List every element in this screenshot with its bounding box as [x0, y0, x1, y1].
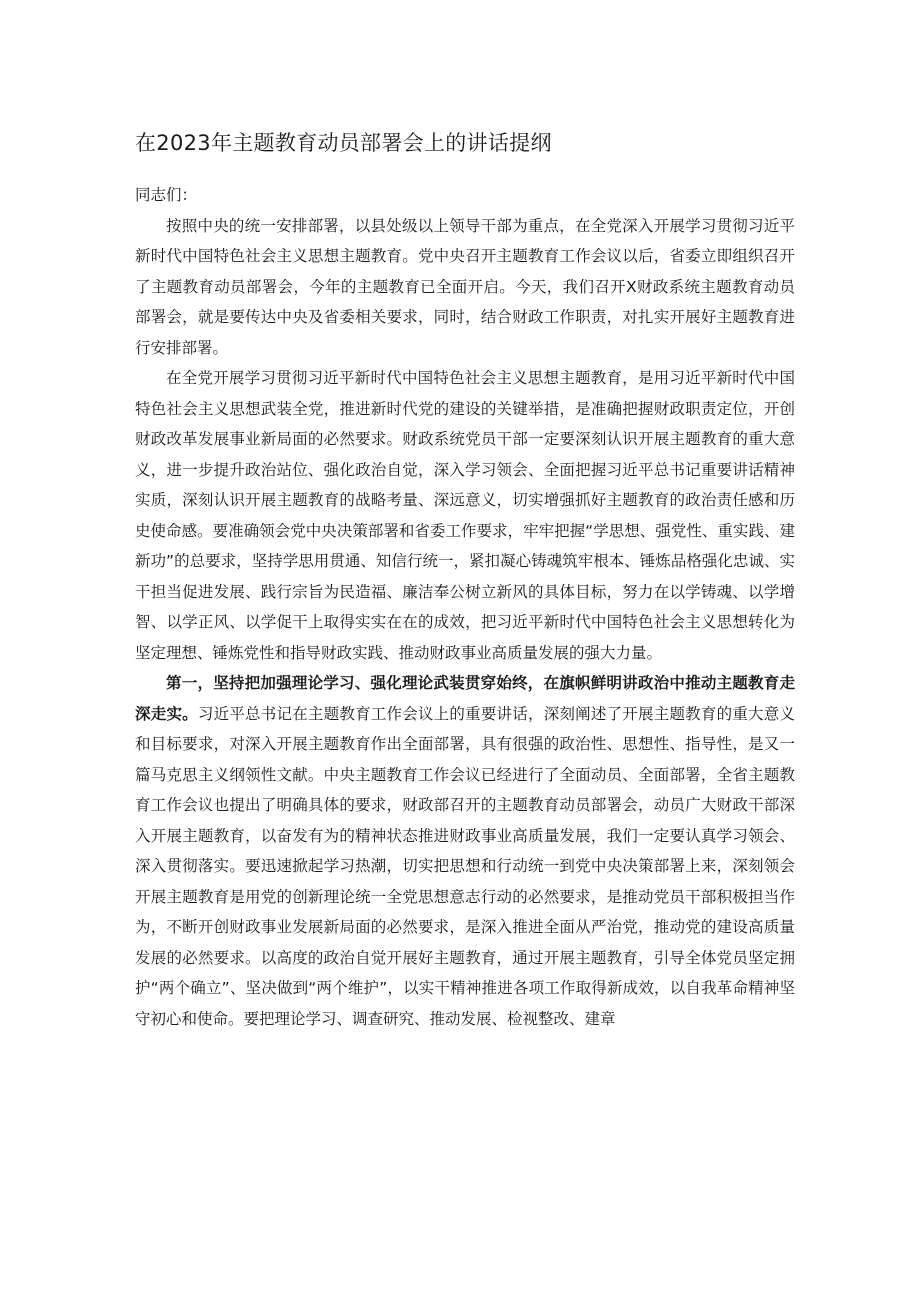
document-page [135, 127, 795, 1034]
paragraph-text: 按照中央的统一安排部署，以县处级以上领导干部为重点，在全党深入开展学习贯彻习近平新时代中国特色社会主义思想主题教育。党中央召开主题教育工作会议以后，省委立即组织召开了主题教育动员部署会，今年的主题教育已全面开启。今天，我们召开X财政系统主题教育动员部署会，就是要传达中央及省委相关要求，同时，结合财政工作职责，对扎实开展好主题教育进行安排部署。 [135, 216, 795, 357]
paragraph-1 [135, 211, 795, 364]
document-title: 在2023年主题教育动员部署会上的讲话提纲 [135, 131, 552, 155]
paragraph-3 [135, 668, 795, 1034]
paragraph-lead-bold: 第一，坚持把加强理论学习、强化理论武装贯穿始终，在旗帜鲜明讲政治中推动主题教育走深走实。 [135, 674, 795, 723]
paragraph-2 [135, 363, 795, 668]
paragraph-text: 在全党开展学习贯彻习近平新时代中国特色社会主义思想主题教育，是用习近平新时代中国特色社会主义思想武装全党，推进新时代党的建设的关键举措，是准确把握财政职责定位，开创财政改革发展事业新局面的必然要求。财政系统党员干部一定要深刻认识开展主题教育的重大意义，进一步提升政治站位、强化政治自觉，深入学习领会、全面把握习近平总书记重要讲话精神实质，深刻认识开展主题教育的战略考量、深远意义，切实增强抓好主题教育的政治责任感和历史使命感。要准确领会党中央决策部署和省委工作要求，牢牢把握“学思想、强党性、重实践、建新功”的总要求，坚持学思用贯通、知信行统一，紧扣凝心铸魂筑牢根本、锤炼品格强化忠诚、实干担当促进发展、践行宗旨为民造福、廉洁奉公树立新风的具体目标，努力在以学铸魂、以学增智、以学正风、以学促干上取得实实在在的成效，把习近平新时代中国特色社会主义思想转化为坚定理想、锤炼党性和指导财政实践、推动财政事业高质量发展的强大力量。 [135, 369, 795, 662]
paragraph-text: 习近平总书记在主题教育工作会议上的重要讲话，深刻阐述了开展主题教育的重大意义和目标要求，对深入开展主题教育作出全面部署，具有很强的政治性、思想性、指导性，是又一篇马克思主义纲领性文献。中央主题教育工作会议已经进行了全面动员、全面部署，全省主题教育工作会议也提出了明确具体的要求，财政部召开的主题教育动员部署会，动员广大财政干部深入开展主题教育，以奋发有为的精神状态推进财政事业高质量发展，我们一定要认真学习领会、深入贯彻落实。要迅速掀起学习热潮，切实把思想和行动统一到党中央决策部署上来，深刻领会开展主题教育是用党的创新理论统一全党思想意志行动的必然要求，是推动党员干部积极担当作为，不断开创财政事业发展新局面的必然要求，是深入推进全面从严治党，推动党的建设高质量发展的必然要求。以高度的政治自觉开展好主题教育，通过开展主题教育，引导全体党员坚定拥护“两个确立”、坚决做到“两个维护”，以实干精神推进各项工作取得新成效，以自我革命精神坚守初心和使命。要把理论学习、调查研究、推动发展、检视整改、建章 [135, 704, 795, 1028]
salutation: 同志们： [135, 186, 198, 204]
